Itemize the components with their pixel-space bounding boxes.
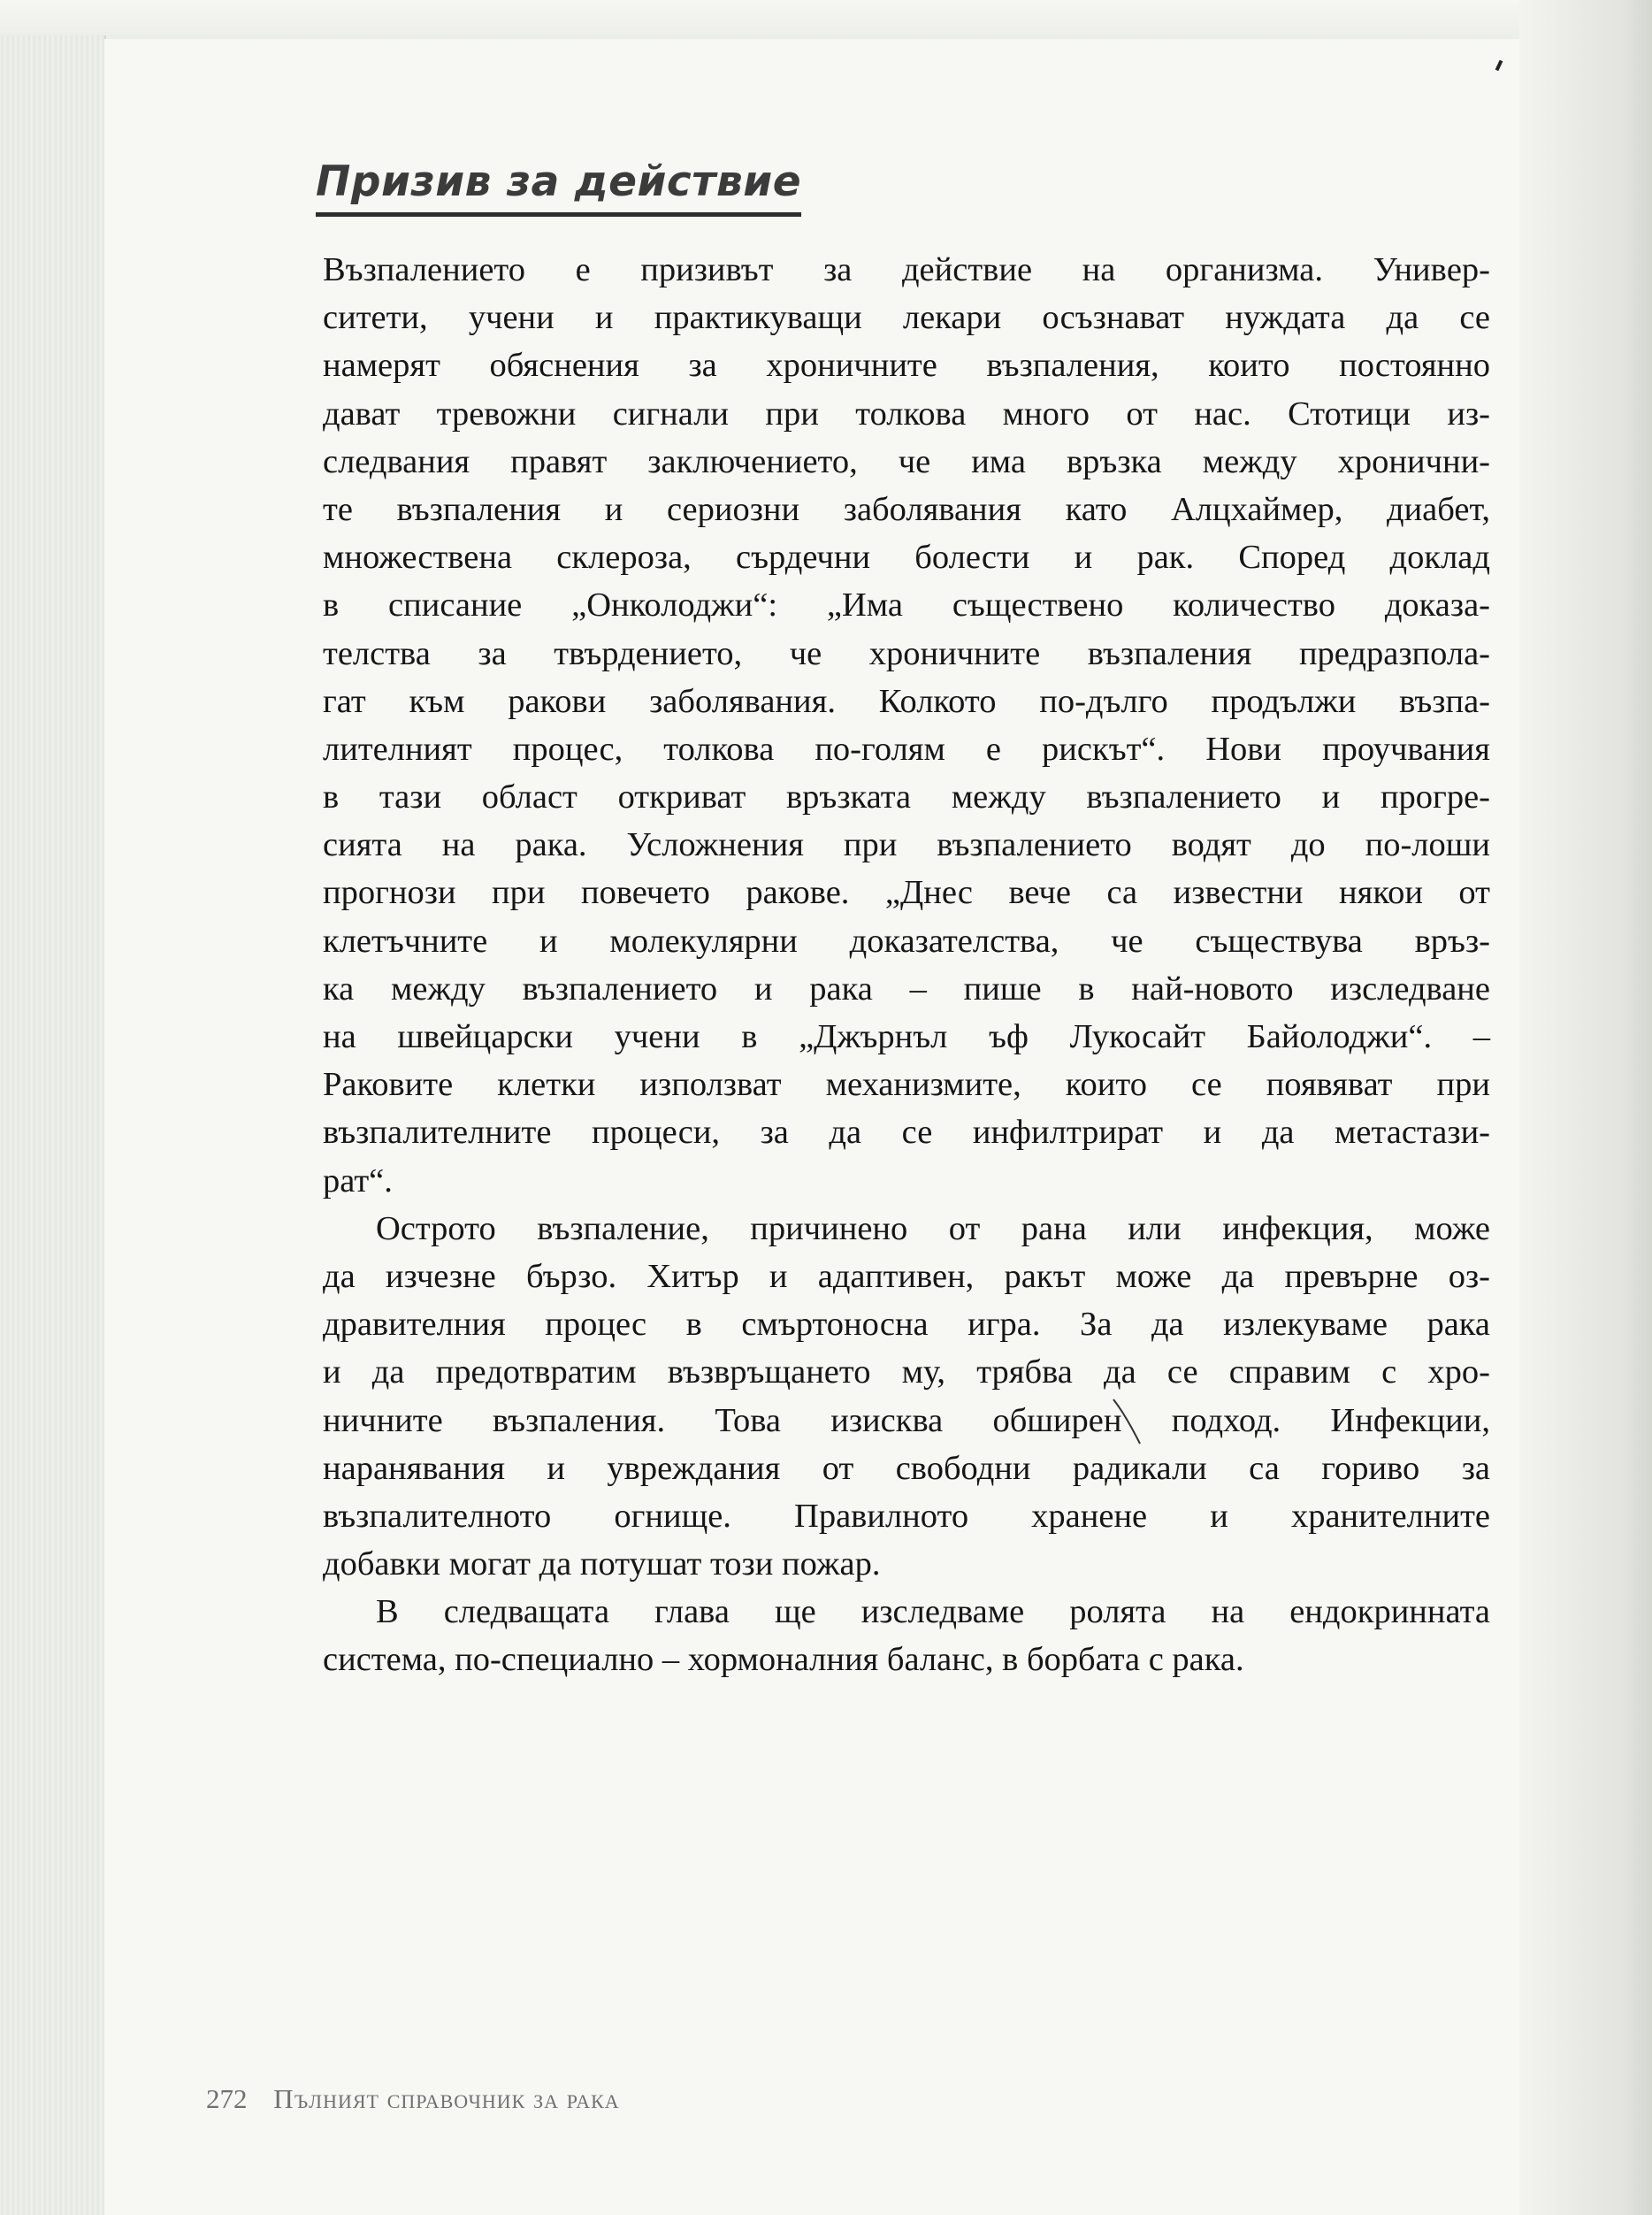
text-line: ничните възпаления. Това изисква обширен подход. Инфекции, bbox=[323, 1401, 1490, 1439]
text-line: Възпалението е призивът за действие на организма. Унивeр- bbox=[323, 251, 1490, 288]
text-line: ка между възпалението и рака – пише в най-новото изследване bbox=[323, 970, 1490, 1008]
text-line: и да предотвратим възвръщането му, трябва да се справим с хро- bbox=[323, 1353, 1490, 1391]
section-heading: Призив за действие bbox=[316, 159, 801, 217]
text-line: възпалителните процеси, за да се инфилтрират и да метастази- bbox=[323, 1114, 1490, 1152]
page-stack-left-edge bbox=[0, 35, 106, 2215]
pen-stroke-mark bbox=[1110, 1396, 1145, 1449]
text-line: добавки могат да потушат този пожар. bbox=[323, 1545, 881, 1583]
text-line: сията на рака. Усложнения при възпалението водят до по-лоши bbox=[323, 826, 1490, 864]
text-line: в тази област откриват връзката между възпалението и прогре- bbox=[323, 778, 1490, 816]
text-line: наранявания и увреждания от свободни радикали са гориво за bbox=[323, 1449, 1490, 1487]
text-line: гат към ракови заболявания. Колкото по-дълго продължи възпа- bbox=[323, 682, 1490, 720]
paragraph bbox=[323, 246, 1490, 1205]
body-text bbox=[323, 246, 1490, 1684]
paragraph bbox=[323, 1588, 1490, 1683]
text-line: в списание „Онколоджи“: „Има съществено количество доказа- bbox=[323, 586, 1490, 625]
text-line: намерят обяснения за хроничните възпаления, които постоянно bbox=[323, 347, 1490, 385]
text-line: телства за твърдението, че хроничните възпаления предразпола- bbox=[323, 634, 1490, 672]
text-line: те възпаления и сериозни заболявания като Алцхаймер, диабет, bbox=[323, 490, 1490, 528]
text-line: да изчезне бързо. Хитър и адаптивен, ракът може да превърне оз- bbox=[323, 1257, 1490, 1295]
text-line: клетъчните и молекулярни доказателства, че съществува връз- bbox=[323, 922, 1490, 960]
paragraph bbox=[323, 1205, 1490, 1589]
text-line: рат“. bbox=[323, 1161, 393, 1199]
text-line: на швейцарски учени в „Джърнъл ъф Лукосайт Байолоджи“. – bbox=[323, 1018, 1490, 1055]
text-line: лителният процес, толкова по-голям е рискът“. Нови проучвания bbox=[323, 730, 1490, 768]
text-line: В следващата глава ще изследваме ролята на ендокринната bbox=[376, 1593, 1490, 1631]
text-line: следвания правят заключението, че има връзка между хронични- bbox=[323, 442, 1490, 480]
page-footer bbox=[206, 2083, 620, 2115]
text-line: дравителния процес в смъртоносна игра. За да излекуваме рака bbox=[323, 1306, 1490, 1344]
text-line: система, по-специално – хормоналния баланс, в борбата с рака. bbox=[323, 1641, 1244, 1679]
running-title: Пълният справочник за рака bbox=[273, 2083, 620, 2114]
text-line: Острото възпаление, причинено от рана или инфекция, може bbox=[376, 1209, 1490, 1247]
text-line: дават тревожни сигнали при толкова много от нас. Стотици из- bbox=[323, 395, 1490, 433]
page-stack-top-edge bbox=[0, 0, 1652, 40]
text-line: Раковите клетки използват механизмите, които се появяват при bbox=[323, 1066, 1490, 1104]
text-line: ситети, учени и практикуващи лекари осъзнават нуждата да се bbox=[323, 299, 1490, 337]
page-number: 272 bbox=[206, 2083, 248, 2114]
text-line: прогнози при повечето ракове. „Днес вече са известни някои от bbox=[323, 874, 1490, 912]
text-line: възпалителното огнище. Правилното хранене и хранителните bbox=[323, 1497, 1490, 1535]
text-line: множествена склероза, сърдечни болести и рак. Според доклад bbox=[323, 539, 1490, 577]
page-stack-right-edge bbox=[1519, 0, 1652, 2215]
